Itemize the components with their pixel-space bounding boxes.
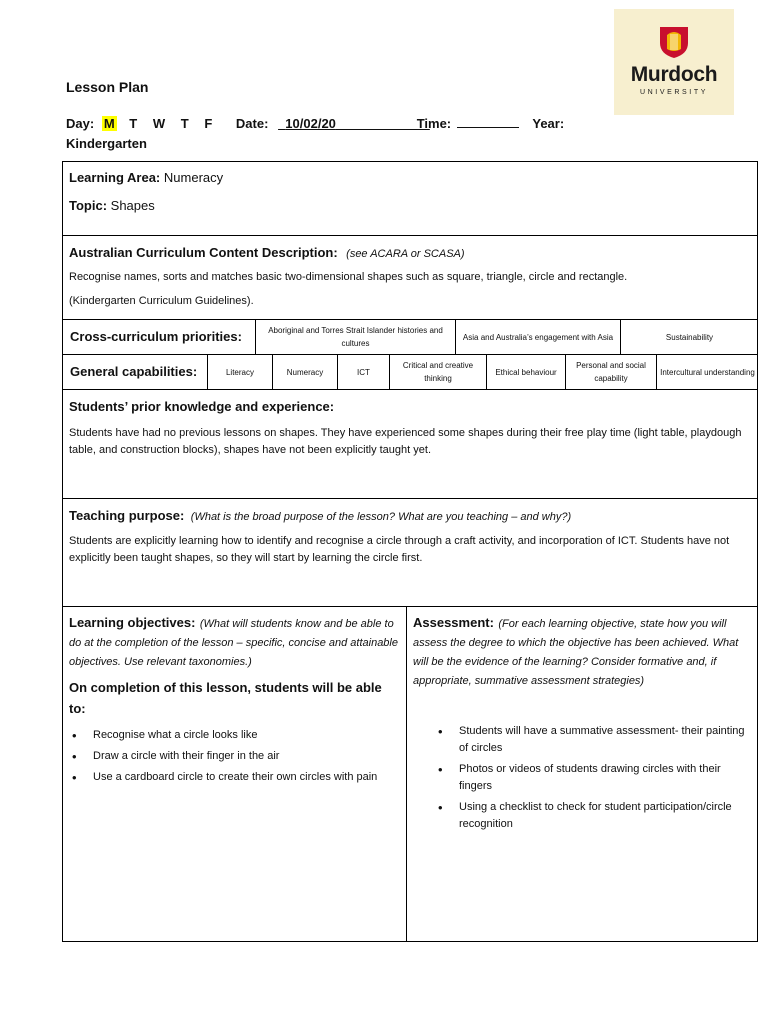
assessment-heading <box>413 614 747 690</box>
date-field <box>278 116 410 131</box>
time-label: Time: <box>416 116 452 131</box>
list-item: • Recognise what a circle looks like <box>69 727 387 744</box>
column-divider <box>406 606 407 942</box>
day-t: T <box>129 116 138 131</box>
content-description-heading <box>69 244 465 262</box>
time-field <box>457 115 519 128</box>
page-title: Lesson Plan <box>66 79 149 95</box>
day-th: T <box>180 116 189 131</box>
row-divider <box>62 235 758 236</box>
capability-ict: ICT <box>357 367 370 377</box>
date-label: Date: <box>235 116 269 131</box>
content-description-source: (Kindergarten Curriculum Guidelines). <box>69 295 254 307</box>
topic <box>69 198 155 213</box>
general-capabilities-label: General capabilities: <box>70 364 198 379</box>
content-description-text: Recognise names, sorts and matches basic two-dimensional shapes such as square, triangle, circle and rectangle. <box>69 271 628 283</box>
teaching-purpose-text: Students are explicitly learning how to identify and recognise a circle through a craft activity, and incorporation of ICT. Students have not explicitly been taught shapes, so they will start by learning the circle first. <box>69 535 730 564</box>
capability-ethical: Ethical behaviour <box>495 367 557 377</box>
day-label: Day: <box>66 116 95 131</box>
day-w: W <box>152 116 166 131</box>
list-item: • Students will have a summative assessment- their painting of circles <box>435 723 750 757</box>
year-label: Year: <box>532 116 565 131</box>
learning-objectives-note: (What will students know and be able to do at the completion of the lesson – specific, concise and attainable objectives. Use relevant taxonomies.) <box>69 618 398 668</box>
learning-objectives-heading <box>69 614 401 671</box>
day-m: M <box>103 116 115 131</box>
learning-area-value: Numeracy <box>163 170 224 185</box>
capability-intercultural: Intercultural understanding <box>660 367 755 377</box>
priority-sustainability: Sustainability <box>665 332 714 342</box>
murdoch-logo <box>614 9 734 115</box>
learning-area-label: Learning Area: <box>69 170 161 185</box>
list-item: • Using a checklist to check for student participation/circle recognition <box>435 799 750 833</box>
learning-area <box>69 170 223 185</box>
row-divider <box>62 606 758 607</box>
prior-knowledge-label: Students’ prior knowledge and experience: <box>69 399 335 414</box>
learning-objectives-subheading: On completion of this lesson, students will be able to: <box>69 680 382 716</box>
capability-personal-social: Personal and social capability <box>576 361 646 383</box>
content-description-note: (see ACARA or SCASA) <box>346 248 465 260</box>
year-value: Kindergarten <box>66 136 147 151</box>
teaching-purpose-label: Teaching purpose: <box>69 508 185 523</box>
assessment-label: Assessment: <box>413 615 494 630</box>
topic-label: Topic: <box>69 198 108 213</box>
capability-numeracy: Numeracy <box>286 367 324 377</box>
list-item: • Use a cardboard circle to create their own circles with pain <box>69 769 387 786</box>
priority-aboriginal: Aboriginal and Torres Strait Islander histories and cultures <box>268 326 443 348</box>
logo-sub: UNIVERSITY <box>639 89 708 96</box>
list-item: • Draw a circle with their finger in the air <box>69 748 387 765</box>
list-item: • Photos or videos of students drawing circles with their fingers <box>435 761 750 795</box>
cross-curriculum-label: Cross-curriculum priorities: <box>70 329 242 344</box>
capability-literacy: Literacy <box>225 367 254 377</box>
content-description-label: Australian Curriculum Content Description: <box>69 245 338 260</box>
day-f: F <box>204 116 213 131</box>
logo-name: Murdoch <box>630 63 718 86</box>
learning-objectives-list <box>69 727 387 786</box>
row-divider <box>62 389 758 390</box>
learning-objectives-label: Learning objectives: <box>69 615 196 630</box>
prior-knowledge-text: Students have had no previous lessons on shapes. They have experienced some shapes during their free play time (light table, playdough table, and construction blocks), shapes have not been explicitly taught yet. <box>69 427 742 456</box>
day-date-line <box>66 115 564 131</box>
row-divider <box>62 498 758 499</box>
assessment-list <box>435 723 750 833</box>
priority-asia: Asia and Australia’s engagement with Asia <box>462 332 614 342</box>
date-value: 10/02/20 <box>285 116 336 131</box>
capability-critical-thinking: Critical and creative thinking <box>402 361 474 383</box>
topic-value: Shapes <box>110 198 155 213</box>
teaching-purpose-heading <box>69 507 571 525</box>
crest-icon <box>658 25 690 59</box>
teaching-purpose-note: (What is the broad purpose of the lesson? What are you teaching – and why?) <box>190 511 572 523</box>
assessment-note: (For each learning objective, state how you will assess the degree to which the objective has been achieved. What will be the evidence of the learning? Consider formative and, if appropriate, summative assessment strategies) <box>413 618 739 687</box>
